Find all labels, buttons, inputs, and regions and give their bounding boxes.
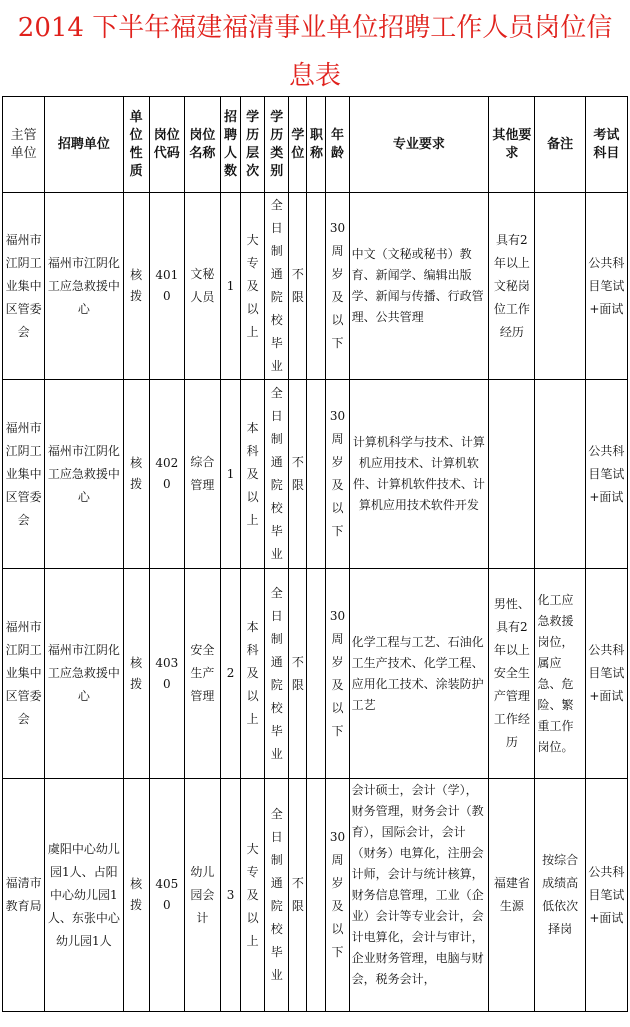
cell-count: 1: [221, 193, 241, 380]
cell-note: [535, 193, 585, 380]
cell-level: 大专及以上: [241, 193, 265, 380]
header-major: 专业要求: [349, 97, 489, 193]
cell-other: 男性、具有2年以上安全生产管理工作经历: [489, 569, 535, 779]
cell-major: [349, 779, 489, 1012]
header-nature: 单位性质: [123, 97, 149, 193]
header-count: 招聘人数: [221, 97, 241, 193]
cell-degree: 不限: [289, 193, 307, 380]
cell-nature: 核拨: [123, 380, 149, 569]
cell-code: 4010: [149, 193, 184, 380]
cell-degree: 不限: [289, 380, 307, 569]
cell-other: [489, 380, 535, 569]
cell-exam: 公共科目笔试+面试: [585, 193, 627, 380]
cell-exam: 公共科目笔试+面试: [585, 779, 627, 1012]
header-code: 岗位代码: [149, 97, 184, 193]
cell-code: 4050: [149, 779, 184, 1012]
cell-note: [535, 380, 585, 569]
table-row: [3, 193, 628, 380]
cell-age: 30周岁及以下: [326, 193, 349, 380]
cell-nature: 核拨: [123, 193, 149, 380]
cell-code: 4020: [149, 380, 184, 569]
cell-nature: 核拨: [123, 779, 149, 1012]
cell-post: 幼儿园会计: [184, 779, 220, 1012]
cell-type: 全日制通院校毕业: [265, 193, 289, 380]
cell-code: 4030: [149, 569, 184, 779]
cell-count: 1: [221, 380, 241, 569]
cell-title: [307, 569, 326, 779]
cell-unit: 虞阳中心幼儿园1人、占阳中心幼儿园1人、东张中心幼儿园1人: [45, 779, 123, 1012]
cell-post: 综合管理: [184, 380, 220, 569]
header-exam: 考试科目: [585, 97, 627, 193]
cell-title: [307, 193, 326, 380]
cell-level: 本科及以上: [241, 380, 265, 569]
cell-title: [307, 779, 326, 1012]
cell-note: 化工应急救援岗位，属应急、危险、繁重工作岗位。: [535, 569, 585, 779]
cell-post: 安全生产管理: [184, 569, 220, 779]
header-unit: 招聘单位: [45, 97, 123, 193]
cell-age: 30周岁及以下: [326, 380, 349, 569]
cell-other: 福建省生源: [489, 779, 535, 1012]
table-row: [3, 779, 628, 1012]
cell-dept: 福清市教育局: [3, 779, 45, 1012]
cell-major-text: 会计硕士，会计（学），财务管理，财务会计（教育），国际会计，会计（财务）电算化，注册会计师，会计与统计核算，财务信息管理，工业（企业）会计等专业会计，会计电算化，会计与审计，企业财务管理，电脑与财会，税务会计，: [351, 783, 484, 986]
cell-exam: 公共科目笔试+面试: [585, 569, 627, 779]
header-degree: 学位: [289, 97, 307, 193]
header-title: 职称: [307, 97, 326, 193]
cell-dept: 福州市江阴工业集中区管委会: [3, 380, 45, 569]
header-dept: 主管单位: [3, 97, 45, 193]
cell-unit: 福州市江阴化工应急救援中心: [45, 193, 123, 380]
header-note: 备注: [535, 97, 585, 193]
cell-type: 全日制通院校毕业: [265, 569, 289, 779]
cell-major: 化学工程与工艺、石油化工生产技术、化学工程、应用化工技术、涂装防护工艺: [349, 569, 489, 779]
cell-age: 30周岁及以下: [326, 779, 349, 1012]
cell-level: 大专及以上: [241, 779, 265, 1012]
cell-count: 3: [221, 779, 241, 1012]
header-row: [3, 97, 628, 193]
header-age: 年龄: [326, 97, 349, 193]
header-level: 学历层次: [241, 97, 265, 193]
cell-level: 本科及以上: [241, 569, 265, 779]
cell-post: 文秘人员: [184, 193, 220, 380]
cell-unit: 福州市江阴化工应急救援中心: [45, 569, 123, 779]
cell-nature: 核拨: [123, 569, 149, 779]
cell-dept: 福州市江阴工业集中区管委会: [3, 193, 45, 380]
table-row: [3, 380, 628, 569]
header-post: 岗位名称: [184, 97, 220, 193]
cell-type: 全日制通院校毕业: [265, 779, 289, 1012]
header-other: 其他要求: [489, 97, 535, 193]
page-title: [0, 4, 630, 96]
cell-degree: 不限: [289, 779, 307, 1012]
cell-note: 按综合成绩高低依次择岗: [535, 779, 585, 1012]
cell-other: 具有2年以上文秘岗位工作经历: [489, 193, 535, 380]
cell-unit: 福州市江阴化工应急救援中心: [45, 380, 123, 569]
cell-exam: 公共科目笔试+面试: [585, 380, 627, 569]
cell-major: 中文（文秘或秘书）教育、新闻学、编辑出版学、新闻与传播、行政管理、公共管理: [349, 193, 489, 380]
table-row: [3, 569, 628, 779]
cell-age: 30周岁及以下: [326, 569, 349, 779]
cell-type: 全日制通院校毕业: [265, 380, 289, 569]
cell-title: [307, 380, 326, 569]
title-line-2: 息表: [288, 61, 341, 91]
cell-major: 计算机科学与技术、计算机应用技术、计算机软件、计算机软件技术、计算机应用技术软件开发: [349, 380, 489, 569]
cell-dept: 福州市江阴工业集中区管委会: [3, 569, 45, 779]
positions-table: [2, 96, 628, 1012]
cell-degree: 不限: [289, 569, 307, 779]
cell-count: 2: [221, 569, 241, 779]
title-line-1: 2014 下半年福建福清事业单位招聘工作人员岗位信: [17, 13, 613, 43]
header-type: 学历类别: [265, 97, 289, 193]
